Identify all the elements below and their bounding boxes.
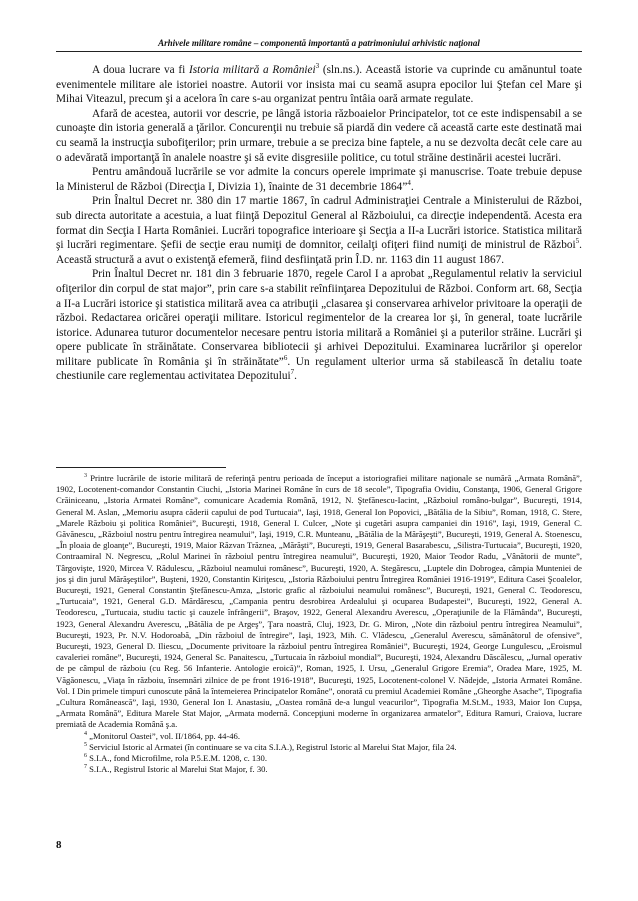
footnote-number: 7 <box>84 764 87 771</box>
footnote-number: 6 <box>84 753 87 760</box>
paragraph-5-rest: . Un regulament ulterior urma să stabilească în detaliu toate chestiunile care reglementau activitatea Depozitului <box>56 355 582 383</box>
footnote-ref-7[interactable]: 7 <box>290 368 295 377</box>
paragraph-2: Afară de acestea, autorii vor descrie, pe lângă istoria războaielor Principatelor, tot ce este indispensabil a se cunoaşte din istoria generală a ţărilor. Concurenţii nu trebuie să piardă din vedere că această carte este destinată mai cu seamă la instrucţia subofiţerilor; prin urmare, trebuie a se preciza bine faptele, a nu se dezvolta decât cele care au o adevărată importanţă în analele noastre şi să evite disgresiile politice, cu totul străine destinării acestei lucrări. <box>56 107 582 164</box>
paragraph-5 <box>56 267 582 384</box>
running-header: Arhivele militare române – componentă importantă a patrimoniului arhivistic naţional <box>56 38 582 52</box>
footnote-7 <box>56 764 582 775</box>
footnote-ref-5[interactable]: 5 <box>575 237 580 246</box>
paragraph-3-end: . <box>410 180 414 193</box>
footnote-text: Printre lucrările de istorie militară de referinţă pentru perioada de început a istoriografiei militare naţionale se numără „Armata Română”, 1902, Locotenent-comandor Constantin Ciuchi, „Istoria Marinei Române în curs de 18 secole”, Tipografia Ovidiu, Constanţa, 1906, General Grigore Crăiniceanu, „Istoria Armatei Române”, comunicare Academia Română, 1912, N. Ştefănescu-Iacint, „Războiul româno-bulgar”, Bucureşti, 1914, General M. Aslan, „Memoriu asupra căderii capului de pod Turtucaia”, Iaşi, 1918, General Ion Popovici, „Bătălia de la Sibiu”, Roman, 1918, C. Stere, „Marele Războiu şi politica României”, Bucureşti, 1918, General I. Culcer, „Note şi cugetări asupra campaniei din 1916”, Iaşi, 1919, General C. Găvănescu, „Războiul nostru pentru întregirea neamului”, Iaşi, 1919, C.R. Munteanu, „Bătălia de la Mărăşeşti”, Bucureşti, 1919, General A. Stoenescu, „În ploaia de gloanţe”, Bucureşti, 1919, Maior Răzvan Trăznea, „Mărăşti”, Bucureşti, 1919, General Basarabescu, „Silistra-Turtucaia”, Bucureşti, 1920, Contraamiral N. Negrescu, „Rolul Marinei în războiul pentru întregirea neamului”, Bucureşti, 1920, Maior Teodor Radu, „Vânătorii de munte”, Târgovişte, 1920, Mircea V. Rădulescu, „Războiul neamului românesc”, Bucureşti, 1920, A. Stegărescu, „Luptele din Dobrogea, câmpia Munteniei de jos şi din jurul Mărăşeştilor”, Buşteni, 1920, Constantin Kiriţescu, „Istoria Războiului pentru Întregirea României 1916-1919”, Editura Casei Şcoalelor, Bucureşti, 1921, General Constantin Ştefănescu-Amza, „Istoric grafic al războiului neamului românesc”, Bucureşti, 1921, General C. Teodorescu, „Turtucaia”, 1921, General G.D. Mărdărescu, „Campania pentru desrobirea Ardealului şi ocuparea Budapestei”, Bucureşti, 1922, General A. Teodorescu, „Turtucaia, studiu tactic şi cauzele înfrângerii”, Braşov, 1922, General Alexandru Averescu, „Operaţiunile de la Flămânda”, Bucureşti, 1923, General Alexandru Averescu, „Bătălia de pe Argeş”, Ţara noastră, Cluj, 1923, Dr. G. Miron, „Note din războiul pentru întregirea Neamului”, Bucureşti, 1923, Pr. N.V. Hodoroabă, „Din războiul de întregire”, Iaşi, 1923, Mih. C. Vlădescu, „Generalul Averescu, sămănătorul de ofensive”, Bucureşti, 1923, General D. Iliescu, „Documente privitoare la războiul pentru întregirea României”, Bucureşti, 1924, George Lungulescu, „Eroismul cavaleriei române”, Bucureşti, 1924, General Sc. Panaitescu, „Turtucaia în războiul mondial”, Bucureşti, 1924, Alexandru Dăscălescu, „Jurnal operativ de pe câmpul de războiu (cu Reg. 56 Infanterie. Antologie eroică)”, Roman, 1925, I. Ursu, „Generalul Grigore Eremia”, Oradea Mare, 1925, M. Văgăonescu, „Viaţa în războiu, însemnări zilnice de pe front 1916-1918”, Bucureşti, 1925, Locotenent-colonel V. Nădejde, „Istoria Armatei Române. Vol. I Din primele timpuri cunoscute până la întemeierea Principatelor Române”, onorată cu premiul Academiei Române „Gheorghe Asache”, Tipografia „Cultura Românească”, Iaşi, 1930, General Ion I. Anastasiu, „Oastea română de-a lungul veacurilor”, Tipografia M.St.M., 1933, Maior Ion Cupşa, „Armata Română”, Editura Marele Stat Major, „Armata modernă. Concepţiuni moderne în organizarea armatelor”, Editura Ramuri, Craiova, lucrare premiată de Academia Română ş.a. <box>56 473 582 730</box>
paragraph-5-end: . <box>294 370 297 383</box>
footnote-ref-6[interactable]: 6 <box>283 354 288 363</box>
paragraph-1-rest: (sln.ns.). Această istorie va cuprinde cu amănuntul toate evenimentele militare ale istoriei noastre. Autorii vor insista mai cu seamă asupra epocilor lui Ştefan cel Mare şi Mihai Viteazul, precum şi a acelora în care s-au organizat pentru întâia oară armate regulate. <box>56 64 582 106</box>
paragraph-4 <box>56 194 582 267</box>
footnote-3 <box>56 473 582 731</box>
paragraph-5-text: Prin Înaltul Decret nr. 181 din 3 februarie 1870, regele Carol I a aprobat „Regulamentul relativ la serviciul ofiţerilor din corpul de stat major”, prin care s-a stabilit reînfiinţarea Depozitului de Război. Conform art. 68, Secţia a II-a Lucrări istorice şi statistica militară avea ca atribuţii „clasarea şi conservarea arhivelor privitoare la operaţii de război. Redactarea oricărei operaţii militare. Istoricul regimentelor de la crearea lor şi, în general, toate lucrările istorice. Adunarea tuturor documentelor necesare pentru istoria militară a României şi a puterilor străine. Lucrări şi opere publicate în străinătate. Conservarea bibliotecii şi arhivei Depozitului. Examinarea lucrărilor şi operelor militare publicate în România şi în străinătate” <box>56 268 582 368</box>
page-number: 8 <box>56 839 62 851</box>
footnote-separator <box>56 467 226 468</box>
paragraph-1-intro: A doua lucrare va fi <box>92 64 190 76</box>
footnote-number: 5 <box>84 742 87 749</box>
book-title: Istoria militară a României <box>189 64 316 76</box>
footnote-ref-4[interactable]: 4 <box>407 178 411 187</box>
paragraph-3 <box>56 165 582 194</box>
footnote-ref-3[interactable]: 3 <box>315 62 320 71</box>
paragraph-1 <box>56 63 582 107</box>
footnote-4 <box>56 731 582 742</box>
main-text <box>56 63 582 384</box>
footnote-text: S.I.A., Registrul Istoric al Marelui Stat Major, f. 30. <box>87 764 268 775</box>
footnote-text: „Monitorul Oastei”, vol. II/1864, pp. 44-46. <box>87 730 240 741</box>
footnote-6 <box>56 753 582 764</box>
paragraph-4-rest: . Această structură a avut o existenţă efemeră, fiind desfiinţată prin Î.D. nr. 1163 din 11 august 1867. <box>56 239 582 266</box>
footnote-5 <box>56 742 582 753</box>
footnote-text: Serviciul Istoric al Armatei (în continuare se va cita S.I.A.), Registrul Istoric al Marelui Stat Major, fila 24. <box>87 741 457 752</box>
paragraph-4-text: Prin Înaltul Decret nr. 380 din 17 martie 1867, în cadrul Administraţiei Centrale a Ministerului de Război, sub directa autoritate a acestuia, a luat fiinţă Depozitul General al Războiului, ca direcţie independentă. Acesta era format din Secţia I Harta României. Lucrări topografice interioare şi Secţia a II-a Lucrări istorice. Statistica militară şi lucrări regimentare. Şefii de secţie erau numiţi de domnitor, ceilalţi ofiţeri fiind numiţi de ministrul de Război <box>56 195 582 252</box>
paragraph-3-text: Pentru amândouă lucrările se vor admite la concurs operele imprimate şi manuscrise. Toate trebuie depuse la Ministerul de Război (Direcţia I, Divizia 1), înainte de 31 decembrie 1864” <box>56 166 582 193</box>
footnote-text: S.I.A., fond Microfilme, rola P.5.E.M. 1208, c. 130. <box>87 753 267 764</box>
footnote-number: 4 <box>84 730 87 737</box>
footnote-number: 3 <box>84 473 87 480</box>
footnotes <box>56 473 582 775</box>
